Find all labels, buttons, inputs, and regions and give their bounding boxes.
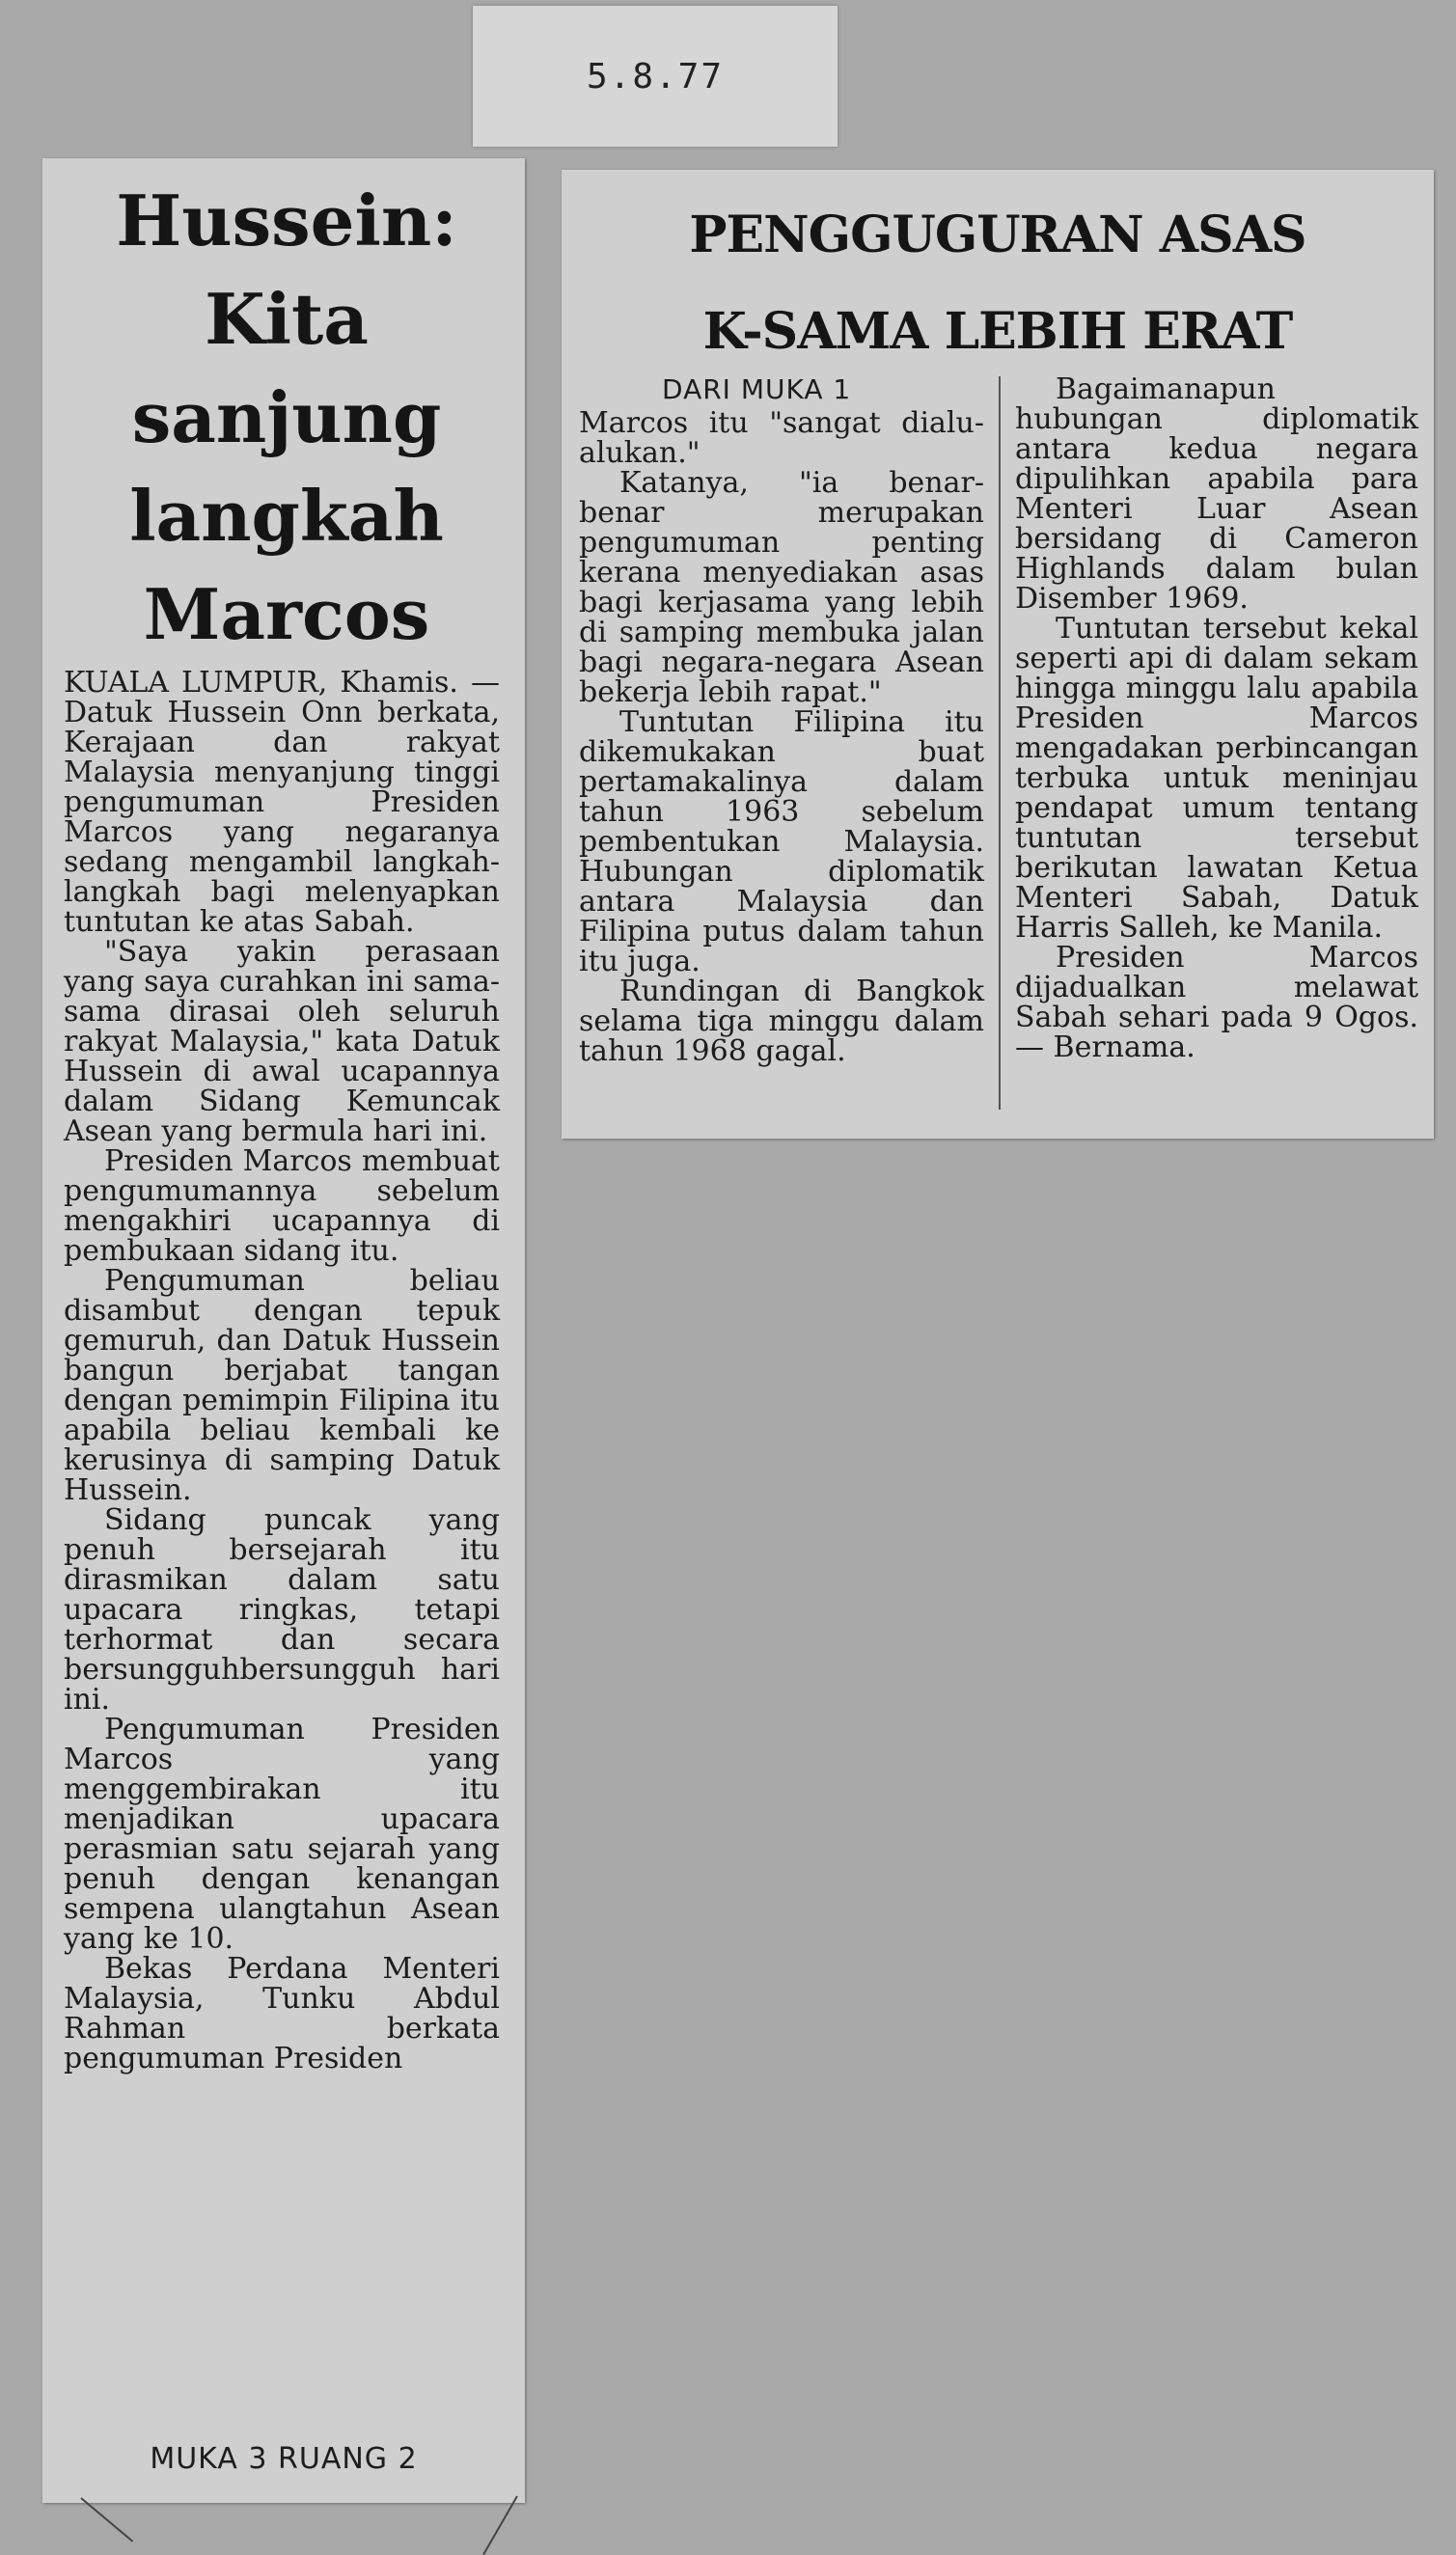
headline-line: sanjung (69, 369, 504, 467)
article-paragraph: Bagaimanapun hubungan diplomatik antara kedua negara dipulihkan apabila para Menteri Luar Asean bersidang di Cameron Highlands dalam bulan Disember 1969. (1015, 374, 1418, 614)
article-paragraph: Presiden Marcos dijadualkan melawat Sabah sehari pada 9 Ogos. — Bernama. (1015, 943, 1418, 1062)
date-label: 5.8.77 (473, 6, 838, 147)
article-paragraph: Bekas Perdana Menteri Malaysia, Tunku Abdul Rahman berkata pengumuman Presiden (64, 1954, 500, 2074)
article-paragraph: Marcos itu "sangat dialu-alukan." (579, 408, 984, 468)
footer-rule-left (80, 2497, 133, 2542)
column-divider (999, 376, 1001, 1110)
article-paragraph: Tuntutan tersebut kekal seperti api di dalam sekam hingga minggu lalu apabila Presiden Marcos mengadakan perbincangan terbuka untuk meninjau pendapat umum tentang tuntutan tersebut berikutan lawatan Ketua Menteri Sabah, Datuk Harris Salleh, ke Manila. (1015, 614, 1418, 943)
article-paragraph: Pengumuman beliau disambut dengan tepuk gemuruh, dan Datuk Hussein bangun berjabat tangan dengan pemimpin Filipina itu apabila beliau kembali ke kerusinya di samping Datuk Hussein. (64, 1266, 500, 1505)
article-paragraph: Rundingan di Bangkok selama tiga minggu dalam tahun 1968 gagal. (579, 976, 984, 1066)
article-paragraph: "Saya yakin perasaan yang saya curahkan ini sama-sama dirasai oleh seluruh rakyat Malaysia," kata Datuk Hussein di awal ucapannya dalam Sidang Kemuncak Asean yang bermula hari ini. (64, 937, 500, 1146)
left-article-body (64, 668, 500, 2074)
headline-line: PENGGUGURAN ASAS (571, 187, 1424, 284)
article-paragraph: Pengumuman Presiden Marcos yang menggembirakan itu menjadikan upacara perasmian satu sejarah yang penuh dengan kenangan sempena ulangtahun Asean yang ke 10. (64, 1715, 500, 1954)
headline-line: langkah (69, 467, 504, 565)
article-paragraph: KUALA LUMPUR, Khamis. — Datuk Hussein Onn berkata, Kerajaan dan rakyat Malaysia menyanjung tinggi pengumuman Presiden Marcos yang negaranya sedang mengambil langkah-langkah bagi melenyapkan tuntutan ke atas Sabah. (64, 668, 500, 937)
right-headline (571, 187, 1424, 380)
left-article-clipping (42, 158, 525, 2503)
headline-line: Kita (69, 270, 504, 369)
headline-line: Marcos (69, 565, 504, 664)
article-paragraph: Presiden Marcos membuat pengumumannya sebelum mengakhiri ucapannya di pembukaan sidang itu. (64, 1146, 500, 1266)
footer-rule-right (482, 2496, 518, 2555)
headline-line: Hussein: (69, 172, 504, 270)
page-continuation-footer: MUKA 3 RUANG 2 (42, 2442, 525, 2476)
headline-line: K-SAMA LEBIH ERAT (571, 284, 1424, 380)
continued-from-label: DARI MUKA 1 (579, 374, 984, 404)
article-paragraph: Katanya, "ia benar-benar merupakan pengumuman penting kerana menyediakan asas bagi kerjasama yang lebih di samping membuka jalan bagi negara-negara Asean bekerja lebih rapat." (579, 468, 984, 707)
right-article-column-2 (1015, 374, 1418, 1062)
left-headline (69, 172, 504, 664)
article-paragraph: Tuntutan Filipina itu dikemukakan buat pertamakalinya dalam tahun 1963 sebelum pembentukan Malaysia. Hubungan diplomatik antara Malaysia dan Filipina putus dalam tahun itu juga. (579, 707, 984, 976)
right-article-clipping (562, 170, 1434, 1139)
right-article-column-1 (579, 374, 984, 1066)
article-paragraph: Sidang puncak yang penuh bersejarah itu dirasmikan dalam satu upacara ringkas, tetapi terhormat dan secara bersungguhbersungguh hari ini. (64, 1505, 500, 1715)
